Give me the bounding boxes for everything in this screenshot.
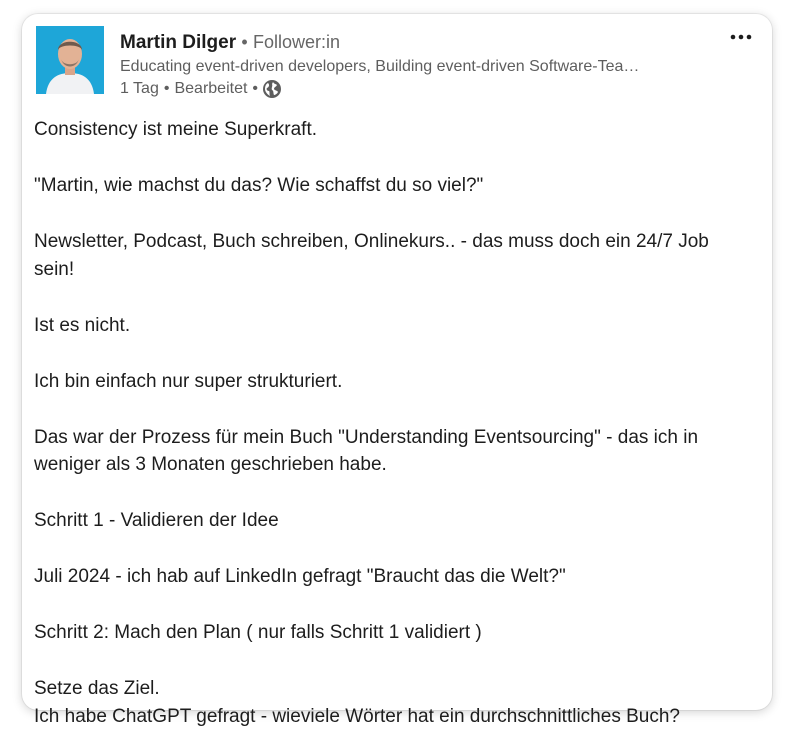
separator-dot: • <box>164 78 170 100</box>
post-paragraph: Schritt 1 - Validieren der Idee <box>34 507 762 535</box>
post-paragraph: Consistency ist meine Superkraft. <box>34 116 762 144</box>
author-headline: Educating event-driven developers, Building event-driven Software-Tea… <box>120 56 639 78</box>
post-meta <box>120 78 282 100</box>
separator-dot: • <box>252 78 258 100</box>
post-paragraph: Juli 2024 - ich hab auf LinkedIn gefragt "Braucht das die Welt?" <box>34 563 762 591</box>
avatar[interactable] <box>36 26 104 94</box>
post-card <box>22 14 772 710</box>
separator-dot: • <box>241 32 247 52</box>
post-paragraph: "Martin, wie machst du das? Wie schaffst du so viel?" <box>34 172 762 200</box>
edited-label: Bearbeitet <box>174 78 247 100</box>
post-paragraph: Ist es nicht. <box>34 312 762 340</box>
author-line <box>120 30 340 55</box>
post-paragraph: Ich bin einfach nur super strukturiert. <box>34 368 762 396</box>
author-name[interactable]: Martin Dilger <box>120 32 236 53</box>
post-time: 1 Tag <box>120 78 159 100</box>
post-paragraph: Das war der Prozess für mein Buch "Understanding Eventsourcing" - das ich in <box>34 424 762 452</box>
post-paragraph: Schritt 2: Mach den Plan ( nur falls Schritt 1 validiert ) <box>34 619 762 647</box>
more-horizontal-icon <box>730 27 752 45</box>
post-paragraph: Ich habe ChatGPT gefragt - wieviele Wörter hat ein durchschnittliches Buch? <box>34 703 762 730</box>
globe-icon <box>262 79 282 99</box>
post-paragraph: Setze das Ziel. <box>34 675 762 703</box>
post-body <box>34 116 762 730</box>
post-paragraph: Newsletter, Podcast, Buch schreiben, Onlinekurs.. - das muss doch ein 24/7 Job <box>34 228 762 256</box>
follower-label: Follower:in <box>253 32 340 52</box>
more-options-button[interactable] <box>726 24 756 48</box>
post-paragraph: sein! <box>34 256 762 284</box>
post-header <box>22 14 772 114</box>
post-paragraph: weniger als 3 Monaten geschrieben habe. <box>34 451 762 479</box>
